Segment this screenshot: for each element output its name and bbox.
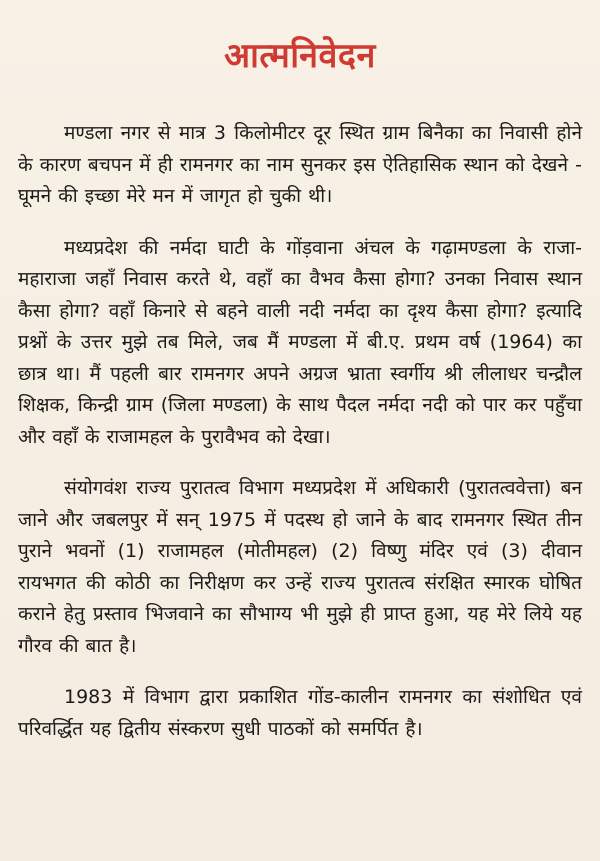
paragraph-4: 1983 में विभाग द्वारा प्रकाशित गोंड-कालीन रामनगर का संशोधित एवं परिवर्द्धित यह द्वितीय संस्करण सुधी पाठकों को समर्पित है। — [18, 686, 582, 740]
paragraph-3: संयोगवंश राज्य पुरातत्व विभाग मध्यप्रदेश में अधिकारी (पुरातत्ववेत्ता) बन जाने और जबलपुर में सन् 1975 में पदस्थ हो जाने के बाद रामनगर स्थित तीन पुराने भवनों (1) राजामहल (मोतीमहल) (2) विष्णु मंदिर एवं (3) दीवान रायभगत की कोठी का निरीक्षण कर उन्हें राज्य पुरातत्व संरक्षित स्मारक घोषित कराने हेतु प्रस्ताव भिजवाने का सौभाग्य भी मुझे ही प्राप्त हुआ, यह मेरे लिये यह गौरव की बात है। — [18, 477, 582, 657]
paragraph-1: मण्डला नगर से मात्र 3 किलोमीटर दूर स्थित ग्राम बिनैका का निवासी होने के कारण बचपन में ही रामनगर का नाम सुनकर इस ऐतिहासिक स्थान को देखने - घूमने की इच्छा मेरे मन में जागृत हो चुकी थी। — [18, 122, 582, 207]
page-title: आत्मनिवेदन — [224, 36, 376, 76]
paragraph-2: मध्यप्रदेश की नर्मदा घाटी के गोंड़वाना अंचल के गढ़ामण्डला के राजा-महाराजा जहाँ निवास करते थे, वहाँ का वैभव कैसा होगा? उनका निवास स्थान कैसा होगा? वहाँ किनारे से बहने वाली नदी नर्मदा का दृश्य कैसा होगा? इत्यादि प्रश्नों के उत्तर मुझे तब मिले, जब मैं मण्डला में बी.ए. प्रथम वर्ष (1964) का छात्र था। मैं पहली बार रामनगर अपने अग्रज भ्राता स्वर्गीय श्री लीलाधर चन्द्रौल शिक्षक, किन्द्री ग्राम (जिला मण्डला) के साथ पैदल नर्मदा नदी को पार कर पहुँचा और वहाँ के राजामहल के पुरावैभव को देखा। — [18, 236, 582, 448]
